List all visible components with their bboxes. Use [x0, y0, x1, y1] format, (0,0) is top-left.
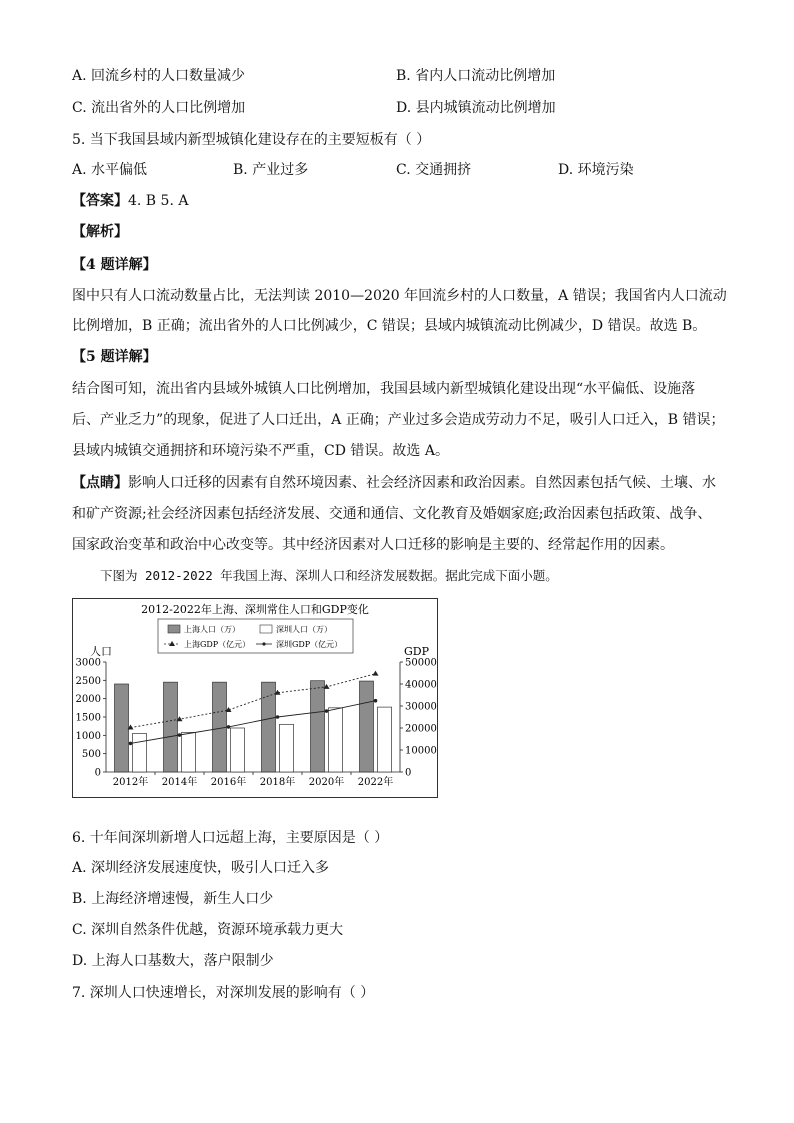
tip-line-1 [72, 473, 716, 493]
y-right-tick-label: 10000 [405, 745, 437, 757]
point-shenzhen-gdp [325, 709, 329, 713]
legend-swatch-shenzhen-pop [260, 625, 272, 633]
bar-shenzhen-population [182, 732, 196, 772]
y-axis-left-title: 人口 [90, 645, 112, 658]
q4-option-c: C. 流出省外的人口比例增加 [72, 100, 246, 116]
y-left-tick-label: 1500 [75, 712, 101, 724]
bar-shenzhen-population [133, 734, 147, 773]
tip-label: 【点睛】 [72, 475, 128, 491]
q5-option-c: C. 交通拥挤 [396, 162, 472, 178]
q4-option-b: B. 省内人口流动比例增加 [396, 68, 556, 84]
chart-intro: 下图为 2012-2022 年我国上海、深圳人口和经济发展数据。据此完成下面小题。 [100, 568, 558, 583]
y-right-tick-label: 50000 [405, 657, 437, 669]
y-left-tick-label: 1000 [75, 730, 101, 742]
legend-marker-shenzhen-gdp [262, 642, 265, 645]
bar-shenzhen-population [280, 724, 294, 772]
q5-option-a: A. 水平偏低 [72, 162, 148, 178]
q5-detail-line-3: 县域内城镇交通拥挤和环境污染不严重，CD 错误。故选 A。 [72, 443, 449, 459]
x-tick-label: 2022年 [357, 777, 394, 788]
point-shenzhen-gdp [178, 733, 182, 737]
q5-detail-line-1: 结合图可知，流出省内县域外城镇人口比例增加，我国县域内新型城镇化建设出现“水平偏低、设施落 [72, 381, 696, 397]
y-axis-right-title: GDP [404, 645, 430, 658]
q5-detail-label: 【5 题详解】 [72, 349, 157, 365]
point-shenzhen-gdp [227, 725, 231, 729]
analysis-label: 【解析】 [72, 224, 128, 240]
y-left-tick-label: 2500 [75, 675, 101, 687]
y-left-tick-label: 3000 [75, 657, 101, 669]
population-gdp-chart [72, 598, 438, 798]
bar-shenzhen-population [378, 707, 392, 772]
q6-stem: 6. 十年间深圳新增人口远超上海，主要原因是（ ） [72, 830, 389, 846]
point-shenzhen-gdp [374, 699, 378, 703]
q5-option-b: B. 产业过多 [233, 162, 309, 178]
q4-detail-line-2: 比例增加，B 正确；流出省外的人口比例减少，C 错误；县域内城镇流动比例减少，D 错误。故选 B。 [72, 318, 707, 334]
q5-detail-line-2: 后、产业乏力”的现象，促进了人口迁出，A 正确；产业过多会造成劳动力不足，吸引人口迁入，B 错误； [72, 412, 725, 428]
y-right-tick-label: 0 [405, 767, 412, 779]
x-tick-label: 2018年 [259, 777, 296, 788]
legend-label-shenzhen-pop: 深圳人口（万） [276, 625, 332, 634]
q4-detail-line-1: 图中只有人口流动数量占比，无法判读 2010—2020 年回流乡村的人口数量，A 错误；我国省内人口流动 [72, 288, 727, 304]
bar-shenzhen-population [231, 728, 245, 772]
legend-label-shenzhen-gdp: 深圳GDP（亿元） [276, 640, 343, 649]
answer-label: 【答案】 [72, 193, 128, 209]
bar-shanghai-population [360, 681, 374, 772]
x-tick-label: 2020年 [308, 777, 345, 788]
legend-label-shanghai-pop: 上海人口（万） [184, 625, 240, 634]
bar-shanghai-population [164, 682, 178, 772]
answer-text: 4. B 5. A [128, 193, 189, 209]
bar-shanghai-population [262, 682, 276, 772]
y-right-tick-label: 40000 [405, 679, 437, 691]
point-shenzhen-gdp [276, 715, 280, 719]
tip-text-1: 影响人口迁移的因素有自然环境因素、社会经济因素和政治因素。自然因素包括气候、土壤、水 [128, 475, 716, 491]
x-tick-label: 2014年 [161, 777, 198, 788]
q6-option-c: C. 深圳自然条件优越，资源环境承载力更大 [72, 922, 344, 938]
q5-stem: 5. 当下我国县域内新型城镇化建设存在的主要短板有（ ） [72, 132, 431, 148]
bar-shanghai-population [115, 684, 129, 772]
q5-option-d: D. 环境污染 [558, 162, 634, 178]
tip-line-2: 和矿产资源;社会经济因素包括经济发展、交通和通信、文化教育及婚姻家庭;政治因素包括政策、战争、 [72, 506, 712, 522]
q6-option-a: A. 深圳经济发展速度快，吸引人口迁入多 [72, 860, 330, 876]
answer-line [72, 191, 188, 211]
q4-detail-label: 【4 题详解】 [72, 257, 157, 273]
y-right-tick-label: 20000 [405, 723, 437, 735]
tip-line-3: 国家政治变革和政治中心改变等。其中经济因素对人口迁移的影响是主要的、经常起作用的因素。 [72, 537, 674, 553]
point-shenzhen-gdp [129, 742, 133, 746]
bar-shanghai-population [213, 682, 227, 772]
q4-option-d: D. 县内城镇流动比例增加 [396, 100, 556, 116]
q6-option-b: B. 上海经济增速慢，新生人口少 [72, 891, 274, 907]
y-left-tick-label: 2000 [75, 694, 101, 706]
legend-label-shanghai-gdp: 上海GDP（亿元） [184, 640, 251, 649]
q6-option-d: D. 上海人口基数大，落户限制少 [72, 953, 274, 969]
q7-stem: 7. 深圳人口快速增长，对深圳发展的影响有（ ） [72, 985, 375, 1001]
q4-option-a: A. 回流乡村的人口数量减少 [72, 68, 246, 84]
legend-swatch-shanghai-pop [168, 625, 180, 633]
y-right-tick-label: 30000 [405, 701, 437, 713]
chart-title: 2012-2022年上海、深圳常住人口和GDP变化 [141, 603, 369, 616]
x-tick-label: 2012年 [112, 777, 149, 788]
y-left-tick-label: 500 [81, 749, 101, 761]
bar-shanghai-population [311, 681, 325, 772]
bar-shenzhen-population [329, 708, 343, 772]
y-left-tick-label: 0 [94, 767, 101, 779]
x-tick-label: 2016年 [210, 777, 247, 788]
